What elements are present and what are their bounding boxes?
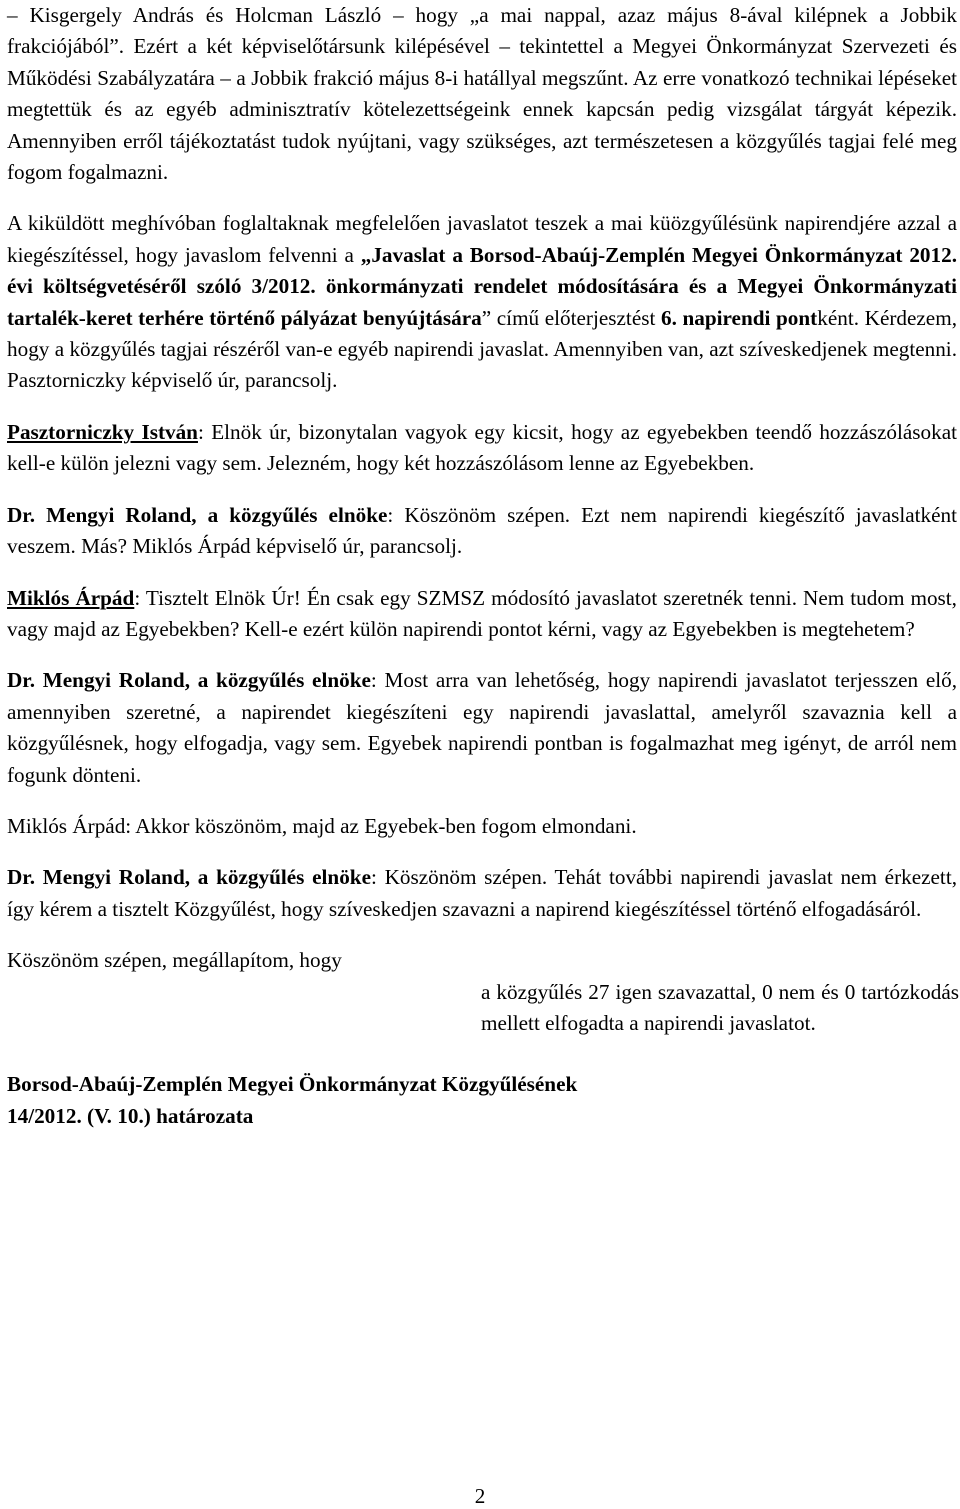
paragraph-text: : Elnök úr, bizonytalan vagyok egy kicsit, hogy az egyebekben teendő hozzászólásokat kell-e külön jelezni vagy sem. Jelezném, hogy két hozzászólásom lenne az Egyebekben. [7, 419, 957, 476]
agenda-item-number: 6. napirendi pont [660, 305, 818, 330]
resolution-title: Borsod-Abaúj-Zemplén Megyei Önkormányzat Közgyűlésének [7, 1072, 578, 1097]
paragraph-text: A kiküldött meghívóban foglaltaknak megfelelően javaslatot teszek a mai küözgyűlésünk napirendjére azzal a kiegészítéssel, hogy javaslom felvenni a [7, 211, 957, 267]
speaker-name: Dr. Mengyi Roland, a közgyűlés elnöke [7, 865, 371, 890]
speaker-name: Dr. Mengyi Roland, a közgyűlés elnöke [7, 668, 371, 693]
paragraph-pasztorniczky [7, 417, 957, 480]
paragraph-text: : Köszönöm szépen. Ezt nem napirendi kiegészítő javaslatként veszem. Más? Miklós Árpád képviselő úr, parancsolj. [7, 502, 957, 559]
paragraph-chair-3 [7, 862, 957, 925]
paragraph-text: : Köszönöm szépen. Tehát további napirendi javaslat nem érkezett, így kérem a tisztelt Közgyűlést, hogy szíveskedjen szavazni a napirend kiegészítéssel történő elfogadásáról. [7, 865, 958, 921]
resolution-heading [7, 1069, 957, 1132]
paragraph-chair-1 [7, 500, 957, 563]
paragraph-text: : Tisztelt Elnök Úr! Én csak egy SZMSZ módosító javaslatot szeretnék tenni. Nem tudom most, vagy majd az Egyebekben? Kell-e ezért külön napirendi pontot kérni, vagy az Egyebekben is megtehetem? [7, 585, 957, 641]
paragraph-text: ként. Kérdezem, hogy a közgyűlés tagjai részéről van-e egyéb napirendi javaslat. Amennyiben van, azt szíveskedjenek megtenni. Pasztorniczky képviselő úr, parancsolj. [7, 305, 957, 393]
speaker-name: Pasztorniczky István [7, 419, 198, 444]
paragraph-text: ” című előterjesztést [481, 305, 661, 330]
page-number: 2 [474, 1484, 486, 1508]
paragraph-text: – Kisgergely András és Holcman László – hogy „a mai nappal, azaz május 8-ával kilépnek a Jobbik frakciójából”. Ezért a két képviselőtársunk kilépésével – tekintettel a Megyei Önkormányzat Szervezeti és Működési Szabályzatára – a Jobbik frakció május 8-i hatállyal megszűnt. Az erre vonatkozó technikai lépéseket megtettük és az egyéb adminisztratív kötelezettségeink ennek kapcsán pedig vizsgálat tárgyát képezik. Amennyiben erről tájékoztatást tudok nyújtani, vagy szükséges, azt természetesen a közgyűlés tagjai felé meg fogom fogalmazni. [7, 3, 957, 185]
paragraph-chair-2 [7, 665, 957, 791]
vote-result: a közgyűlés 27 igen szavazattal, 0 nem és 0 tartózkodás mellett elfogadta a napirendi javaslatot. [481, 979, 959, 1035]
vote-intro: Köszönöm szépen, megállapítom, hogy [7, 948, 342, 973]
paragraph-text: Miklós Árpád: Akkor köszönöm, majd az Egyebek-ben fogom elmondani. [7, 813, 637, 838]
paragraph-agenda-proposal [7, 208, 957, 396]
paragraph-miklos-2 [7, 811, 957, 842]
speaker-name: Dr. Mengyi Roland, a közgyűlés elnöke [7, 502, 388, 527]
paragraph-intro [7, 0, 957, 188]
paragraph-miklos-1 [7, 583, 957, 646]
proposal-title: „Javaslat a Borsod-Abaúj-Zemplén Megyei Önkormányzat 2012. évi költségvetéséről szóló 3/2012. önkormányzati rendelet módosítására és a Megyei Önkormányzati tartalék-keret terhére történő pályázat benyújtására [7, 242, 957, 330]
speaker-name: Miklós Árpád [7, 585, 135, 610]
resolution-number: 14/2012. (V. 10.) határozata [7, 1103, 254, 1128]
document-page [7, 0, 957, 1132]
paragraph-text: : Most arra van lehetőség, hogy napirendi javaslatot terjesszen elő, amennyiben szeretné, a napirendet kiegészíteni egy napirendi javaslattal, amelyről szavaznia kell a közgyűlésnek, hogy elfogadja, vagy sem. Egyebek napirendi pontban is fogalmazhat meg igényt, de arról nem fogunk dönteni. [7, 668, 957, 787]
